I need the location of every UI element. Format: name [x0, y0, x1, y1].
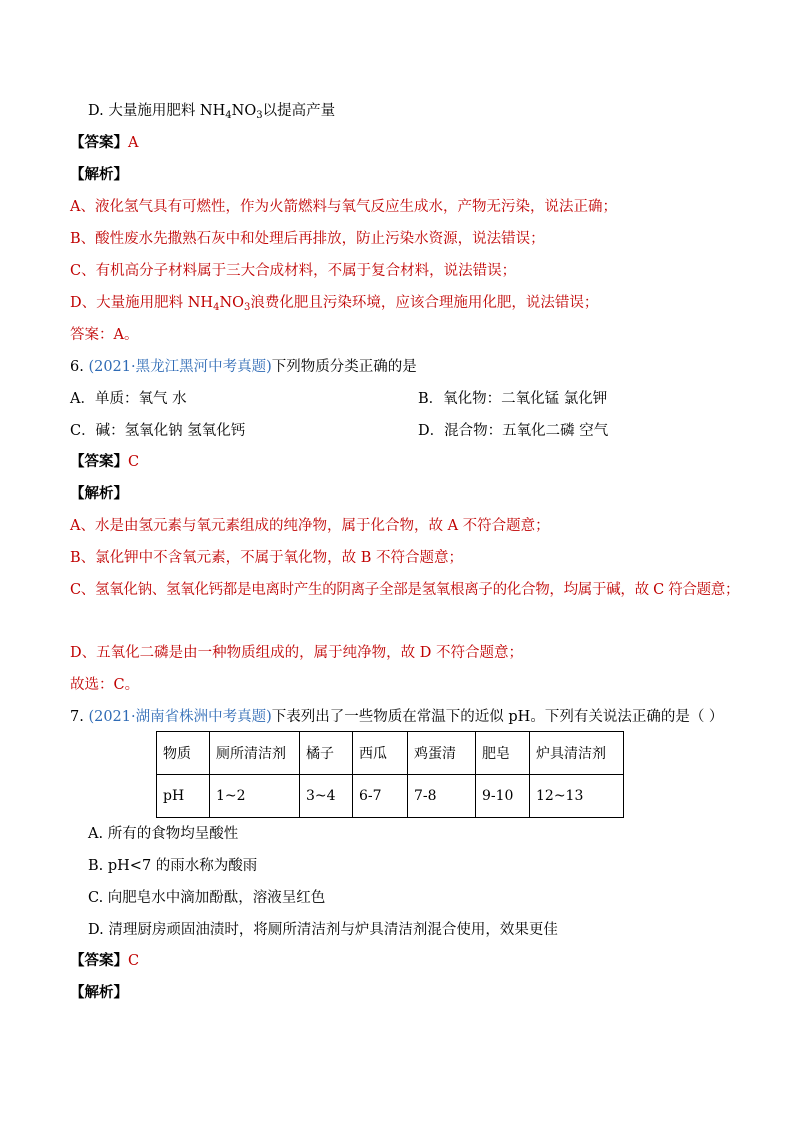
question-stem: 下表列出了一些物质在常温下的近似 pH。下列有关说法正确的是（ ） [271, 709, 724, 725]
question-number: 7. [70, 709, 89, 725]
answer-value: C [128, 454, 140, 470]
table-row [157, 775, 624, 818]
q5-analysis-d-text-b: NO [219, 295, 245, 311]
q6-conclusion: 故选：C。 [70, 677, 140, 693]
q5-option-d-sub1: 4 [225, 110, 232, 121]
table-cell: 1~2 [210, 775, 300, 818]
table-cell: 炉具清洁剂 [530, 732, 624, 775]
q5-option-d-text-b: NO [231, 103, 257, 119]
q6-option-a: A．单质：氧气 水 [70, 391, 187, 407]
table-cell: 3~4 [300, 775, 353, 818]
q7-answer [70, 951, 766, 971]
q6-option-b: B．氧化物：二氧化锰 氯化钾 [418, 391, 608, 407]
q5-answer [70, 133, 766, 153]
q6-options-row1 [70, 389, 766, 409]
q6-analysis-b: B、氯化钾中不含氧元素，不属于氧化物，故 B 不符合题意； [70, 550, 464, 566]
table-cell: 12~13 [530, 775, 624, 818]
q7-option-a: A. 所有的食物均呈酸性 [88, 826, 239, 842]
q7-option-b: B. pH<7 的雨水称为酸雨 [88, 858, 258, 874]
answer-value: A [128, 135, 139, 151]
table-cell: 物质 [157, 732, 210, 775]
q5-conclusion: 答案：A。 [70, 327, 139, 343]
q6-stem [70, 357, 766, 377]
q5-analysis-d-text-c: 浪费化肥且污染环境，应该合理施用化肥，说法错误； [250, 295, 599, 311]
q5-analysis-d-sub1: 4 [213, 302, 220, 313]
table-cell: 7-8 [408, 775, 476, 818]
table-header-row [157, 732, 624, 775]
q5-analysis-b: B、酸性废水先撒熟石灰中和处理后再排放，防止污染水资源，说法错误； [70, 231, 545, 247]
question-number: 6. [70, 359, 89, 375]
q6-analysis-d: D、五氧化二磷是由一种物质组成的，属于纯净物，故 D 不符合题意； [70, 645, 523, 661]
q5-analysis-d [70, 293, 766, 313]
question-stem: 下列物质分类正确的是 [271, 359, 417, 375]
q6-analysis-label: 【解析】 [70, 485, 128, 502]
table-cell: 橘子 [300, 732, 353, 775]
q5-option-d [88, 101, 766, 121]
answer-value: C [128, 953, 140, 969]
q6-answer [70, 452, 766, 472]
q6-analysis-a: A、水是由氢元素与氧元素组成的纯净物，属于化合物，故 A 不符合题意； [70, 518, 550, 534]
q7-analysis-label: 【解析】 [70, 984, 128, 1001]
q6-analysis-c: C、氢氧化钠、氢氧化钙都是电离时产生的阴离子全部是氢氧根离子的化合物，均属于碱，故 C 符合题意； [70, 582, 740, 598]
q6-option-c: C．碱：氢氧化钠 氢氧化钙 [70, 423, 246, 439]
q5-analysis-d-text-a: D、大量施用肥料 NH [70, 295, 214, 311]
q5-analysis-label: 【解析】 [70, 166, 128, 183]
q5-analysis-a: A、液化氢气具有可燃性，作为火箭燃料与氧气反应生成水，产物无污染，说法正确； [70, 199, 617, 215]
table-cell: pH [157, 775, 210, 818]
q5-option-d-text-a: D. 大量施用肥料 NH [88, 103, 226, 119]
table-cell: 9-10 [476, 775, 530, 818]
q7-stem [70, 707, 766, 727]
q7-option-d: D. 清理厨房顽固油渍时，将厕所清洁剂与炉具清洁剂混合使用，效果更佳 [88, 922, 558, 938]
table-cell: 6-7 [353, 775, 408, 818]
q6-options-row2 [70, 421, 766, 441]
table-cell: 厕所清洁剂 [210, 732, 300, 775]
question-source: (2021·湖南省株洲中考真题) [88, 709, 272, 725]
answer-label: 【答案】 [70, 952, 128, 969]
table-cell: 西瓜 [353, 732, 408, 775]
table-cell: 鸡蛋清 [408, 732, 476, 775]
question-source: (2021·黑龙江黑河中考真题) [88, 359, 272, 375]
q5-analysis-d-sub2: 3 [244, 302, 251, 313]
q7-option-c: C. 向肥皂水中滴加酚酞，溶液呈红色 [88, 890, 326, 906]
table-cell: 肥皂 [476, 732, 530, 775]
q5-option-d-text-c: 以提高产量 [262, 103, 336, 119]
q5-option-d-sub2: 3 [256, 110, 263, 121]
answer-label: 【答案】 [70, 134, 128, 151]
q5-analysis-c: C、有机高分子材料属于三大合成材料，不属于复合材料，说法错误； [70, 263, 517, 279]
answer-label: 【答案】 [70, 453, 128, 470]
ph-table [156, 731, 624, 818]
q6-option-d: D．混合物：五氧化二磷 空气 [418, 423, 609, 439]
